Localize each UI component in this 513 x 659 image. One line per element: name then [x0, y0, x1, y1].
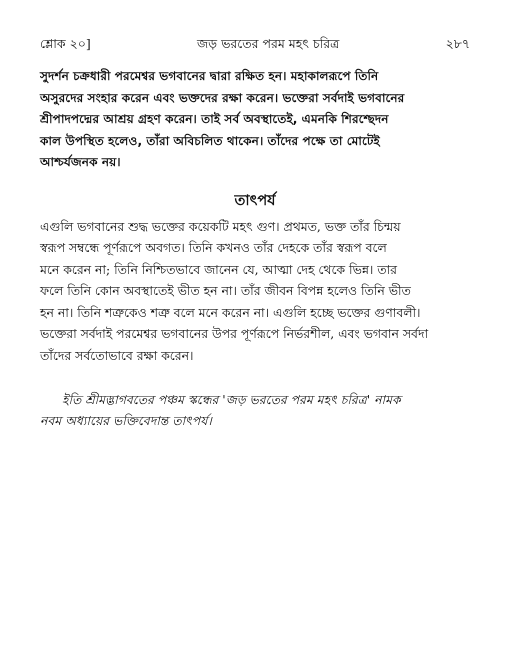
page-number: ২৮৭ — [445, 36, 470, 51]
purport-paragraph — [40, 216, 470, 367]
chapter-colophon — [40, 389, 470, 432]
purport-line: তাঁদের সর্বতোভাবে রক্ষা করেন। — [40, 348, 194, 364]
purport-line: এগুলি ভগবানের শুদ্ধ ভক্তের কয়েকটি মহৎ গুণ। প্রথমত, ভক্ত তাঁর চিন্ময় — [40, 218, 401, 234]
translation-line: সুদর্শন চক্রধারী পরমেশ্বর ভগবানের দ্বারা রক্ষিত হন। মহাকালরূপে তিনি — [40, 69, 379, 83]
translation-line: শ্রীপাদপদ্মের আশ্রয় গ্রহণ করেন। তাই সর্ব অবস্থাতেই, এমনকি শিরশ্ছেদন — [40, 112, 389, 126]
colophon-line: নবম অধ্যায়ের ভক্তিবেদান্ত তাৎপর্য। — [40, 413, 212, 429]
running-header — [40, 36, 470, 52]
translation-line: আশ্চর্যজনক নয়। — [40, 155, 121, 169]
purport-line: স্বরূপ সম্বন্ধে পূর্ণরূপে অবগত। তিনি কখনও তাঁর দেহকে তাঁর স্বরূপ বলে — [40, 240, 387, 256]
page — [40, 36, 470, 432]
translation-line: অসুরদের সংহার করেন এবং ভক্তদের রক্ষা করেন। ভক্তেরা সর্বদাই ভগবানের — [40, 90, 405, 105]
purport-line: ফলে তিনি কোন অবস্থাতেই ভীত হন না। তাঁর জীবন বিপন্ন হলেও তিনি ভীত — [40, 283, 411, 299]
purport-line: হন না। তিনি শত্রুকেও শত্রু বলে মনে করেন না। এগুলি হচ্ছে ভক্তের গুণাবলী। — [40, 304, 421, 320]
translation-paragraph — [40, 66, 470, 174]
purport-line: ভক্তেরা সর্বদাই পরমেশ্বর ভগবানের উপর পূর্ণরূপে নির্ভরশীল, এবং ভগবান সর্বদা — [40, 326, 429, 342]
verse-reference: শ্লোক ২০] — [40, 36, 91, 51]
colophon-line: ইতি শ্রীমদ্ভাগবতের পঞ্চম স্কন্ধের 'জড় ভরতের পরম মহৎ চরিত্র' নামক — [62, 391, 401, 407]
purport-line: মনে করেন না; তিনি নিশ্চিতভাবে জানেন যে, আত্মা দেহ থেকে ভিন্ন। তার — [40, 261, 397, 277]
chapter-title: জড় ভরতের পরম মহৎ চরিত্র — [197, 36, 340, 51]
purport-heading: তাৎপর্য — [234, 192, 276, 209]
translation-line: কাল উপস্থিত হলেও, তাঁরা অবিচলিত থাকেন। তাঁদের পক্ষে তা মোটেই — [40, 133, 380, 148]
